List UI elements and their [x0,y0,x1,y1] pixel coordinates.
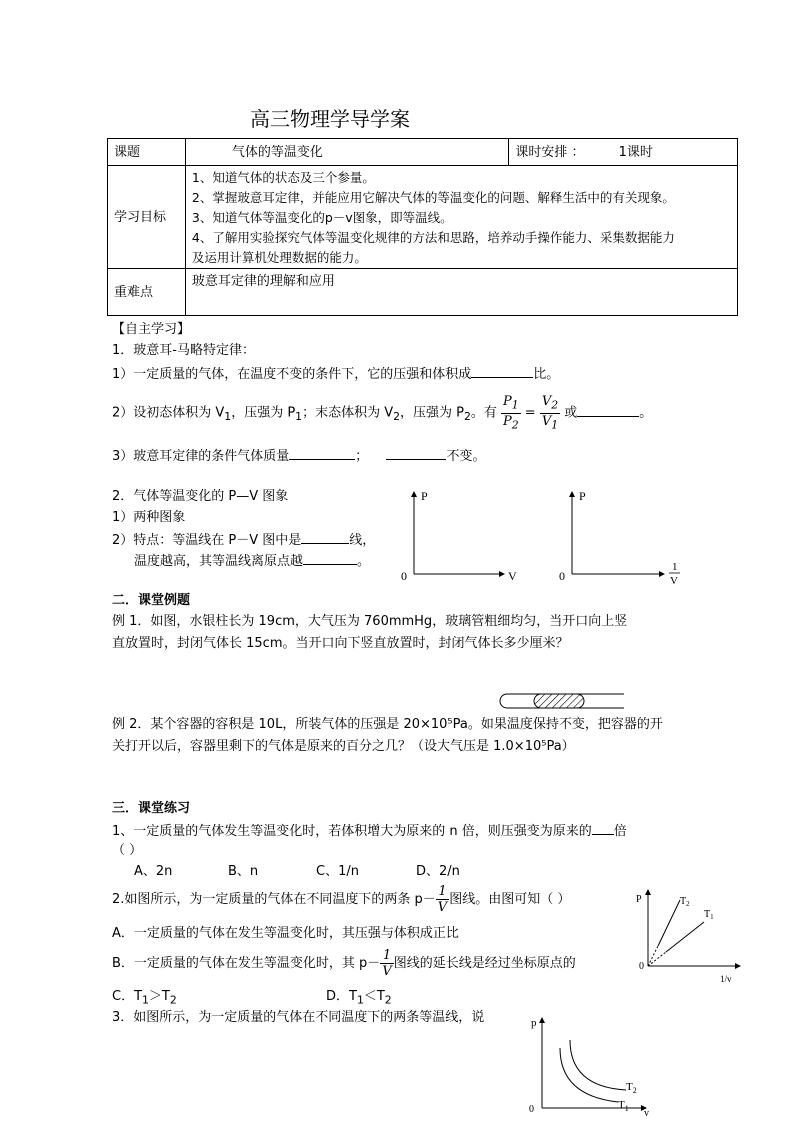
question-1-1: 1）一定质量的气体，在温度不变的条件下，它的压强和体积成 比。 [112,364,559,384]
isotherm-curve-graph [522,1010,662,1120]
schedule-cell [509,139,738,166]
exercise-1-line2: （ ） [112,843,143,858]
goals-label: 学习目标 [108,166,186,269]
fraction-v2-v1: $\frac{V_2}{V_1}$ [541,394,559,432]
self-study-heading: 【自主学习】 [112,322,191,337]
origin-label: 0 [529,1104,534,1115]
x-axis-label: V [508,569,517,583]
t2-line-dashed [648,946,658,966]
section-2-3: 温度越高，其等温线离原点越 。 [134,551,370,571]
t2-line [658,900,680,946]
answer-blank[interactable] [289,446,355,460]
section-2-title: 2．气体等温变化的 P—V 图象 [112,489,289,504]
x-axis-label-den: V [670,575,678,587]
exercise-2-option-c[interactable]: C．$T_1>T_2$ [112,989,177,1007]
answer-blank[interactable] [577,403,639,417]
t2-label: $T_2$ [626,1081,637,1095]
answer-blank[interactable] [592,821,614,835]
goal-item: 2、掌握玻意耳定律，并能应用它解决气体的等温变化的问题、解释生活中的有关现象。 [191,190,675,205]
answer-blank[interactable] [303,551,357,565]
glass-tube-figure [498,691,628,711]
schedule-value: 1课时 [618,144,653,160]
section-1-title: 1．玻意耳-马略特定律： [112,343,255,358]
y-axis-label: P [421,489,428,503]
fraction-p1-p2: $\frac{P_1}{P_2}$ [503,394,519,432]
t1-label: $T_1$ [618,1099,629,1113]
t1-label: $T_1$ [704,909,714,921]
answer-blank[interactable] [301,530,349,544]
examples-heading: 二．课堂例题 [112,593,191,608]
answer-blank[interactable] [386,446,446,460]
fraction-1-over-v: $\frac{1}{V}$ [437,884,448,915]
x-axis-label-num: 1 [672,561,678,573]
goal-item: 4、了解用实验探究气体等温变化规律的方法和思路，培养动手操作能力、采集数据能力 [191,230,675,245]
t1-line [666,922,704,952]
pv-graph [396,486,526,586]
goal-item: 及运用计算机处理数据的能力。 [191,250,367,265]
schedule-label: 课时安排 ： [515,144,585,160]
mercury-column [534,694,584,708]
example-1-line2: 直放置时，封闭气体长 15cm。当开口向下竖直放置时，封闭气体长多少厘米？ [112,636,569,651]
exercise-2-option-a[interactable]: A．一定质量的气体在发生等温变化时，其压强与体积成正比 [112,926,459,941]
origin-label: 0 [559,569,565,583]
question-1-3: 3）玻意耳定律的条件气体质量 ； 不变。 [112,446,485,466]
exercise-3-stem: 3．如图所示，为一定质量的气体在不同温度下的两条等温线，说 [112,1010,485,1025]
topic-label: 课题 [108,139,186,166]
section-2-2: 2）特点：等温线在 P－V 图中是 线， [112,530,375,550]
exercise-1-option-b[interactable]: B、n [228,864,259,879]
isotherm-linear-graph [628,884,748,988]
t2-label: $T_2$ [680,896,690,908]
p-inverse-v-graph [554,486,694,592]
lesson-info-table [107,138,738,316]
example-1-line1: 例 1．如图，水银柱长为 19cm，大气压为 760mmHg，玻璃管粗细均匀，当开口向上竖 [112,614,628,629]
y-axis-label: P [579,489,586,503]
exercise-1-option-a[interactable]: A、2n [134,864,173,879]
exercises-heading: 三．课堂练习 [112,801,191,816]
exercise-2-option-d[interactable]: D．$T_1<T_2$ [326,989,392,1007]
exercise-1-line1: 1、一定质量的气体发生等温变化时，若体积增大为原来的 n 倍，则压强变为原来的 倍 [112,821,627,841]
exercise-1-option-d[interactable]: D、2/n [416,864,460,879]
example-2-line1: 例 2．某个容器的容积是 10L，所装气体的压强是 20×10⁵Pa。如果温度保持不变，把容器的开 [112,717,663,732]
section-2-1: 1）两种图象 [112,510,186,525]
exercise-2-stem: 2.如图所示，为一定质量的气体在不同温度下的两条 p－ $\frac{1}{V}$ 图线。由图可知（ ） [112,884,571,915]
fraction-1-over-v: $\frac{1}{V}$ [382,948,392,979]
key-value: 玻意耳定律的理解和应用 [185,269,737,316]
question-1-2: 2）设初态体积为 $V_1$，压强为 $P_1$；末态体积为 $V_2$，压强为 $P_2$。有 $\frac{P_1}{P_2}$ = $\frac{V_2}{V_1}$ 或 。 [112,394,653,432]
example-2-line2: 关打开以后，容器里剩下的气体是原来的百分之几？（设大气压是 1.0×10⁵Pa） [112,739,575,754]
topic-value: 气体的等温变化 [185,139,508,166]
key-label: 重难点 [108,269,186,316]
x-axis-label: 1/v [720,974,732,984]
goal-item: 1、知道气体的状态及三个参量。 [191,170,375,185]
origin-label: 0 [639,961,644,972]
y-axis-label: P [636,894,642,905]
x-axis-label: v [644,1108,649,1119]
t2-curve [570,1040,626,1090]
goals-list [185,166,737,269]
exercise-1-option-c[interactable]: C、1/n [316,864,359,879]
exercise-2-option-b[interactable]: B．一定质量的气体在发生等温变化时，其 p－ $\frac{1}{V}$ 图线的延长线是经过坐标原点的 [112,948,576,979]
origin-label: 0 [401,569,407,583]
page-title: 高三物理学导学案 [250,107,410,131]
t1-line-dashed [648,952,666,966]
answer-blank[interactable] [471,364,533,378]
t1-curve [560,1048,618,1102]
goal-item: 3、知道气体等温变化的p－v图象，即等温线。 [191,210,453,225]
y-axis-label: p [531,1017,537,1029]
